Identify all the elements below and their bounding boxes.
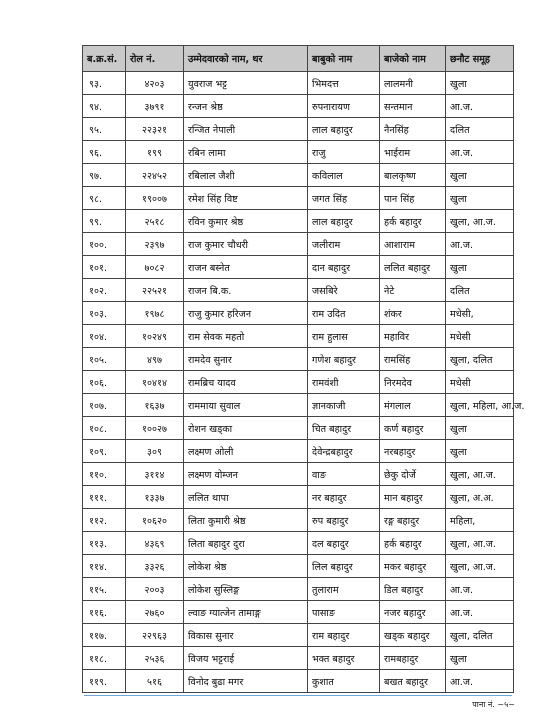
candidate-name-cell: लोकेश सुस्लिङ्ग xyxy=(184,578,308,601)
father-name-cell: रुप बहादुर xyxy=(308,509,380,532)
selection-group-cell: मधेसी, xyxy=(446,302,514,325)
selection-group-cell: खुला xyxy=(446,256,514,279)
selection-group-cell: दलित xyxy=(446,279,514,302)
candidate-name-cell: लक्ष्मण ओली xyxy=(184,440,308,463)
table-row xyxy=(83,279,514,302)
candidates-table xyxy=(82,45,525,693)
father-name-cell: राम उदित xyxy=(308,302,380,325)
grandfather-name-cell: हर्क बहादुर xyxy=(380,532,446,555)
selection-group-cell: खुला, दलित xyxy=(446,348,514,371)
selection-group-cell: आ.ज. xyxy=(446,233,514,256)
roll-number-cell: १००२७ xyxy=(126,417,184,440)
roll-number-cell: २२९६३ xyxy=(126,624,184,647)
roll-number-cell: २३९७ xyxy=(126,233,184,256)
father-name-cell: देवेन्द्रबहादुर xyxy=(308,440,380,463)
father-name-cell: कुशात xyxy=(308,670,380,693)
grandfather-name-cell: बखत बहादुर xyxy=(380,670,446,693)
serial-cell: ११५. xyxy=(83,578,126,601)
serial-cell: १०४. xyxy=(83,325,126,348)
selection-group-cell: खुला xyxy=(446,187,514,210)
grandfather-name-cell: भाईराम xyxy=(380,141,446,164)
table-row xyxy=(83,233,514,256)
table-row xyxy=(83,325,514,348)
selection-group-cell: खुला xyxy=(446,164,514,187)
candidate-name-cell: राम सेवक महतो xyxy=(184,325,308,348)
selection-group-cell: खुला xyxy=(446,417,514,440)
serial-cell: ११३. xyxy=(83,532,126,555)
serial-cell: १०५. xyxy=(83,348,126,371)
table-row xyxy=(83,486,514,509)
selection-group-cell: खुला xyxy=(446,440,514,463)
roll-number-cell: ४२०३ xyxy=(126,72,184,95)
father-name-cell: भक्त बहादुर xyxy=(308,647,380,670)
table-row xyxy=(83,440,514,463)
table-row xyxy=(83,601,514,624)
candidate-name-cell: रामदेव सुनार xyxy=(184,348,308,371)
header-candidate-name: उम्मेदवारको नाम, थर xyxy=(184,46,308,72)
serial-cell: १०२. xyxy=(83,279,126,302)
serial-cell: ९८. xyxy=(83,187,126,210)
candidate-name-cell: रन्जित नेपाली xyxy=(184,118,308,141)
father-name-cell: जसबिरे xyxy=(308,279,380,302)
candidate-name-cell: रबिलाल जैशी xyxy=(184,164,308,187)
serial-cell: १०९. xyxy=(83,440,126,463)
roll-number-cell: ५१६ xyxy=(126,670,184,693)
table-body xyxy=(83,72,525,693)
candidate-name-cell: रविन कुमार श्रेष्ठ xyxy=(184,210,308,233)
serial-cell: ९९. xyxy=(83,210,126,233)
table-row xyxy=(83,256,514,279)
candidate-name-cell: राजन बि.क. xyxy=(184,279,308,302)
table-row xyxy=(83,348,514,371)
father-name-cell: भिमदत्त xyxy=(308,72,380,95)
table-row xyxy=(83,141,514,164)
table-row xyxy=(83,394,514,417)
table-row xyxy=(83,624,514,647)
father-name-cell: लाल बहादुर xyxy=(308,210,380,233)
father-name-cell: रामवंशी xyxy=(308,371,380,394)
header-grandfather-name: बाजेको नाम xyxy=(380,46,446,72)
grandfather-name-cell: मकर बहादुर xyxy=(380,555,446,578)
serial-cell: ११०. xyxy=(83,463,126,486)
father-name-cell: राम बहादुर xyxy=(308,624,380,647)
grandfather-name-cell: सन्तमान xyxy=(380,95,446,118)
grandfather-name-cell: छेकु दोर्जे xyxy=(380,463,446,486)
candidate-name-cell: विनोद बुढा मगर xyxy=(184,670,308,693)
table-row xyxy=(83,371,514,394)
father-name-cell: नर बहादुर xyxy=(308,486,380,509)
candidate-name-cell: विकास सुनार xyxy=(184,624,308,647)
candidate-name-cell: रन्जन श्रेष्ठ xyxy=(184,95,308,118)
table-row xyxy=(83,302,514,325)
father-name-cell: जलीराम xyxy=(308,233,380,256)
table-row xyxy=(83,164,514,187)
roll-number-cell: १३३७ xyxy=(126,486,184,509)
grandfather-name-cell: नेटे xyxy=(380,279,446,302)
grandfather-name-cell: रामसिंह xyxy=(380,348,446,371)
serial-cell: १००. xyxy=(83,233,126,256)
grandfather-name-cell: नरबहादुर xyxy=(380,440,446,463)
father-name-cell: दल बहादुर xyxy=(308,532,380,555)
table-row xyxy=(83,72,514,95)
grandfather-name-cell: डिल बहादुर xyxy=(380,578,446,601)
grandfather-name-cell: मान बहादुर xyxy=(380,486,446,509)
serial-cell: ९३. xyxy=(83,72,126,95)
header-father-name: बाबुको नाम xyxy=(308,46,380,72)
grandfather-name-cell: पान सिंह xyxy=(380,187,446,210)
grandfather-name-cell: हर्क बहादुर xyxy=(380,210,446,233)
grandfather-name-cell: महाविर xyxy=(380,325,446,348)
grandfather-name-cell: मंगलाल xyxy=(380,394,446,417)
grandfather-name-cell: नैनसिंह xyxy=(380,118,446,141)
serial-cell: ११८. xyxy=(83,647,126,670)
roll-number-cell: २५१८ xyxy=(126,210,184,233)
roll-number-cell: ३३२६ xyxy=(126,555,184,578)
roll-number-cell: १९७८ xyxy=(126,302,184,325)
candidate-name-cell: ललित थापा xyxy=(184,486,308,509)
table-row xyxy=(83,555,514,578)
table-row xyxy=(83,417,514,440)
serial-cell: १०८. xyxy=(83,417,126,440)
table-row xyxy=(83,210,514,233)
candidate-name-cell: विजय भट्टराई xyxy=(184,647,308,670)
serial-cell: १०१. xyxy=(83,256,126,279)
table-row xyxy=(83,463,514,486)
candidate-name-cell: राजन बस्नेत xyxy=(184,256,308,279)
roll-number-cell: २५३६ xyxy=(126,647,184,670)
candidate-name-cell: ल्वाङ ग्यात्जेन तामाङ्ग xyxy=(184,601,308,624)
footer-divider xyxy=(84,695,512,696)
father-name-cell: चित बहादुर xyxy=(308,417,380,440)
grandfather-name-cell: शंकर xyxy=(380,302,446,325)
father-name-cell: लाल बहादुर xyxy=(308,118,380,141)
serial-cell: ११९. xyxy=(83,670,126,693)
candidate-name-cell: लिता कुमारी श्रेष्ठ xyxy=(184,509,308,532)
serial-cell: ११६. xyxy=(83,601,126,624)
candidate-name-cell: युवराज भट्ट xyxy=(184,72,308,95)
table-row xyxy=(83,532,514,555)
selection-group-cell: खुला, दलित xyxy=(446,624,514,647)
selection-group-cell: खुला, आ.ज. xyxy=(446,532,514,555)
father-name-cell: दान बहादुर xyxy=(308,256,380,279)
table-row xyxy=(83,118,514,141)
selection-group-cell: खुला, अ.अ. xyxy=(446,486,514,509)
selection-group-cell: खुला, महिला, आ.ज. xyxy=(446,394,514,417)
father-name-cell: कविलाल xyxy=(308,164,380,187)
serial-cell: १०६. xyxy=(83,371,126,394)
candidate-name-cell: राज कुमार चौधरी xyxy=(184,233,308,256)
selection-group-cell: मधेसी xyxy=(446,371,514,394)
candidate-name-cell: रोशन खड्का xyxy=(184,417,308,440)
table-row xyxy=(83,670,514,693)
grandfather-name-cell: रङ्ग बहादुर xyxy=(380,509,446,532)
father-name-cell: तुलाराम xyxy=(308,578,380,601)
roll-number-cell: १६३७ xyxy=(126,394,184,417)
selection-group-cell: आ.ज. xyxy=(446,578,514,601)
selection-group-cell: खुला, आ.ज. xyxy=(446,210,514,233)
roll-number-cell: २२३२१ xyxy=(126,118,184,141)
grandfather-name-cell: आशाराम xyxy=(380,233,446,256)
selection-group-cell: आ.ज. xyxy=(446,95,514,118)
header-selection-group: छनौट समूह xyxy=(446,46,514,72)
selection-group-cell: आ.ज. xyxy=(446,601,514,624)
serial-cell: ९५. xyxy=(83,118,126,141)
selection-group-cell: खुला, आ.ज. xyxy=(446,463,514,486)
page-number: पाना नं. ~५~ xyxy=(472,700,515,709)
grandfather-name-cell: कर्ण बहादुर xyxy=(380,417,446,440)
father-name-cell: राजु xyxy=(308,141,380,164)
roll-number-cell: २७६० xyxy=(126,601,184,624)
candidate-name-cell: लिता बहादुर दुरा xyxy=(184,532,308,555)
father-name-cell: पासाङ xyxy=(308,601,380,624)
roll-number-cell: २२४५२ xyxy=(126,164,184,187)
father-name-cell: ज्ञानकाजी xyxy=(308,394,380,417)
grandfather-name-cell: बालकृष्ण xyxy=(380,164,446,187)
father-name-cell: जगत सिंह xyxy=(308,187,380,210)
table-row xyxy=(83,187,514,210)
serial-cell: १०३. xyxy=(83,302,126,325)
father-name-cell: वाङ xyxy=(308,463,380,486)
roll-number-cell: २००३ xyxy=(126,578,184,601)
roll-number-cell: ३०९ xyxy=(126,440,184,463)
candidate-name-cell: लक्ष्मण वोम्जन xyxy=(184,463,308,486)
grandfather-name-cell: ललित बहादुर xyxy=(380,256,446,279)
roll-number-cell: ७०८२ xyxy=(126,256,184,279)
serial-cell: ९४. xyxy=(83,95,126,118)
father-name-cell: लिल बहादुर xyxy=(308,555,380,578)
candidate-name-cell: रामब्रिच यादव xyxy=(184,371,308,394)
roll-number-cell: ३७९१ xyxy=(126,95,184,118)
grandfather-name-cell: रामबहादुर xyxy=(380,647,446,670)
roll-number-cell: ४३६९ xyxy=(126,532,184,555)
father-name-cell: रुपनारायण xyxy=(308,95,380,118)
candidate-name-cell: राजु कुमार हरिजन xyxy=(184,302,308,325)
table-row xyxy=(83,647,514,670)
serial-cell: ११४. xyxy=(83,555,126,578)
table-row xyxy=(83,578,514,601)
table-row xyxy=(83,95,514,118)
candidate-name-cell: राममाया सुवाल xyxy=(184,394,308,417)
serial-cell: ९६. xyxy=(83,141,126,164)
candidate-name-cell: रमेश सिंह विष्ट xyxy=(184,187,308,210)
header-roll-number: रोल नं. xyxy=(126,46,184,72)
roll-number-cell: १०६२० xyxy=(126,509,184,532)
candidate-name-cell: रबिन लामा xyxy=(184,141,308,164)
selection-group-cell: खुला xyxy=(446,647,514,670)
father-name-cell: राम हुलास xyxy=(308,325,380,348)
roll-number-cell: १०२४९ xyxy=(126,325,184,348)
selection-group-cell: आ.ज. xyxy=(446,670,514,693)
serial-cell: १११. xyxy=(83,486,126,509)
candidate-name-cell: लोकेश श्रेष्ठ xyxy=(184,555,308,578)
selection-group-cell: खुला xyxy=(446,72,514,95)
roll-number-cell: १९९ xyxy=(126,141,184,164)
selection-group-cell: खुला, आ.ज. xyxy=(446,555,514,578)
serial-cell: १०७. xyxy=(83,394,126,417)
serial-cell: ९७. xyxy=(83,164,126,187)
selection-group-cell: महिला, xyxy=(446,509,514,532)
grandfather-name-cell: नजर बहादुर xyxy=(380,601,446,624)
serial-cell: ११२. xyxy=(83,509,126,532)
grandfather-name-cell: लालमनी xyxy=(380,72,446,95)
roll-number-cell: ३११४ xyxy=(126,463,184,486)
roll-number-cell: १०४१४ xyxy=(126,371,184,394)
serial-cell: ११७. xyxy=(83,624,126,647)
roll-number-cell: २२५२१ xyxy=(126,279,184,302)
selection-group-cell: दलित xyxy=(446,118,514,141)
selection-group-cell: आ.ज. xyxy=(446,141,514,164)
grandfather-name-cell: खड्क बहादुर xyxy=(380,624,446,647)
header-serial: ब.क्र.सं. xyxy=(83,46,126,72)
selection-group-cell: मधेसी xyxy=(446,325,514,348)
table-header-row xyxy=(83,46,514,72)
roll-number-cell: १९००७ xyxy=(126,187,184,210)
table-row xyxy=(83,509,514,532)
father-name-cell: गणेश बहादुर xyxy=(308,348,380,371)
roll-number-cell: ४९७ xyxy=(126,348,184,371)
grandfather-name-cell: निरमदेव xyxy=(380,371,446,394)
